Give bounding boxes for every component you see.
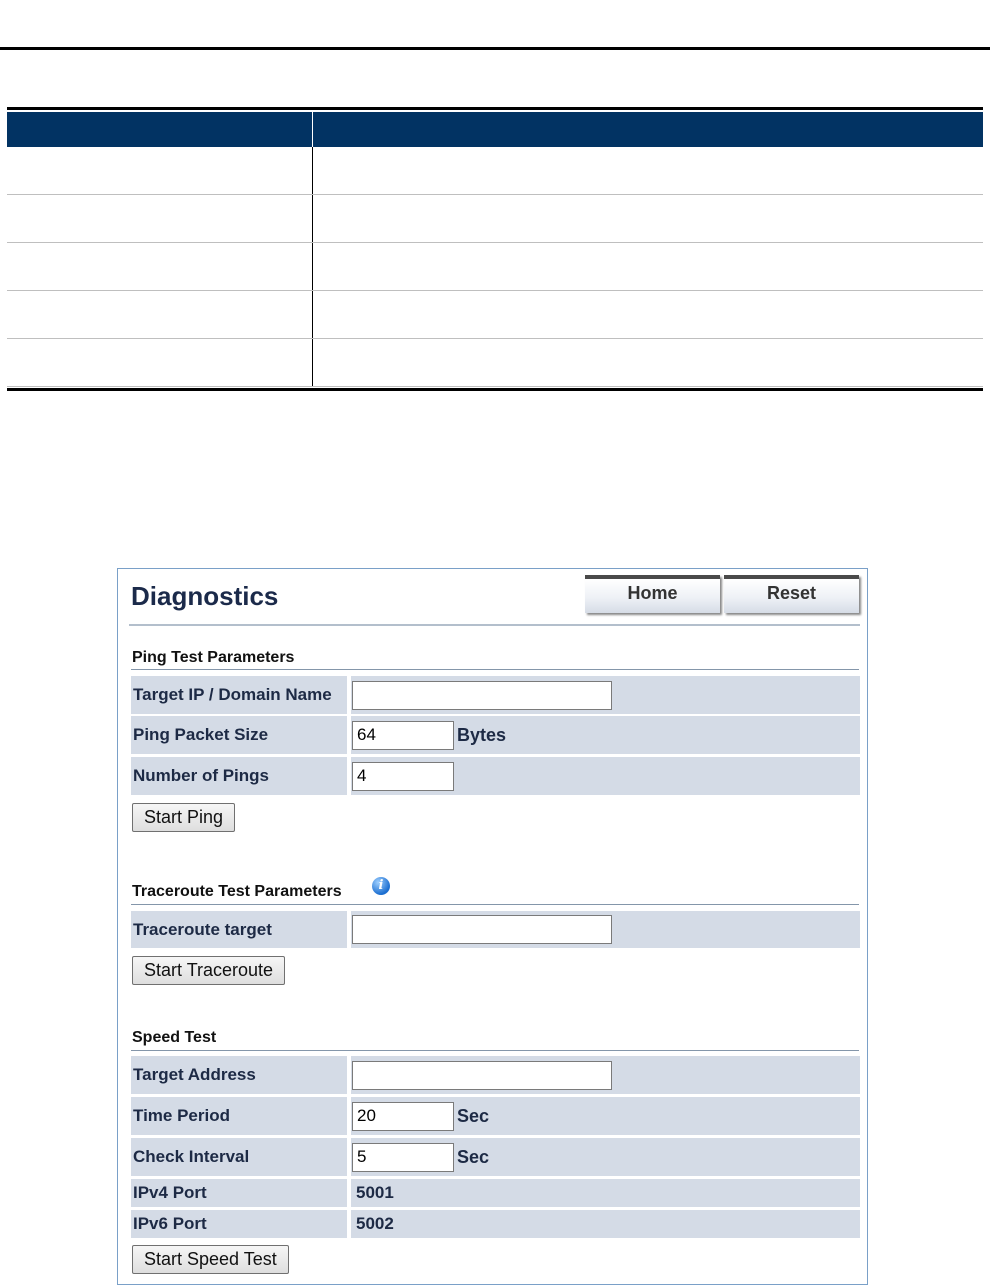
ping-count-row bbox=[131, 757, 860, 795]
start-speed-test-button[interactable]: Start Speed Test bbox=[132, 1245, 289, 1274]
time-period-input[interactable] bbox=[352, 1102, 454, 1131]
traceroute-target-label: Traceroute target bbox=[131, 911, 347, 948]
time-period-label: Time Period bbox=[131, 1097, 347, 1135]
speed-target-row bbox=[131, 1056, 860, 1094]
ipv6-port-row bbox=[131, 1210, 860, 1238]
home-button[interactable]: Home bbox=[585, 575, 720, 613]
traceroute-target-row bbox=[131, 911, 860, 948]
start-ping-button[interactable]: Start Ping bbox=[132, 803, 235, 832]
check-interval-row bbox=[131, 1138, 860, 1176]
traceroute-section-title: Traceroute Test Parameters bbox=[132, 883, 342, 900]
diagnostics-panel bbox=[117, 568, 868, 1285]
section-divider bbox=[131, 669, 859, 670]
check-interval-input[interactable] bbox=[352, 1143, 454, 1172]
ping-count-input[interactable] bbox=[352, 762, 454, 791]
start-traceroute-button[interactable]: Start Traceroute bbox=[132, 956, 285, 985]
section-divider bbox=[131, 1050, 859, 1051]
info-icon[interactable]: i bbox=[372, 877, 390, 895]
speed-target-input[interactable] bbox=[352, 1061, 612, 1090]
time-period-unit: Sec bbox=[457, 1105, 490, 1126]
ipv4-port-label: IPv4 Port bbox=[131, 1179, 347, 1207]
document-table bbox=[7, 107, 983, 391]
page-title: Diagnostics bbox=[131, 581, 279, 611]
ping-packet-size-label: Ping Packet Size bbox=[131, 716, 347, 754]
ping-section-title: Ping Test Parameters bbox=[132, 649, 295, 666]
check-interval-label: Check Interval bbox=[131, 1138, 347, 1176]
header-divider bbox=[129, 624, 860, 626]
table-row bbox=[7, 195, 983, 243]
ipv4-port-row bbox=[131, 1179, 860, 1207]
ping-packet-size-unit: Bytes bbox=[457, 724, 507, 745]
table-row bbox=[7, 147, 983, 195]
time-period-row bbox=[131, 1097, 860, 1135]
ping-target-input[interactable] bbox=[352, 681, 612, 710]
ping-packet-size-row bbox=[131, 716, 860, 754]
check-interval-unit: Sec bbox=[457, 1146, 490, 1167]
table-row bbox=[7, 339, 983, 387]
table-row bbox=[7, 243, 983, 291]
table-header bbox=[7, 112, 983, 147]
table-bottom-border bbox=[7, 388, 983, 391]
section-divider bbox=[131, 904, 859, 905]
table-row bbox=[7, 291, 983, 339]
ping-target-label: Target IP / Domain Name bbox=[131, 676, 347, 714]
ipv6-port-label: IPv6 Port bbox=[131, 1210, 347, 1238]
ipv6-port-value: 5002 bbox=[356, 1214, 394, 1233]
table-top-border bbox=[7, 107, 983, 110]
reset-button[interactable]: Reset bbox=[724, 575, 859, 613]
ipv4-port-value: 5001 bbox=[356, 1183, 394, 1202]
ping-target-row bbox=[131, 676, 860, 714]
top-rule bbox=[0, 47, 990, 50]
traceroute-target-input[interactable] bbox=[352, 915, 612, 944]
speed-section-title: Speed Test bbox=[132, 1029, 217, 1046]
ping-count-label: Number of Pings bbox=[131, 757, 347, 795]
speed-target-label: Target Address bbox=[131, 1056, 347, 1094]
ping-packet-size-input[interactable] bbox=[352, 721, 454, 750]
